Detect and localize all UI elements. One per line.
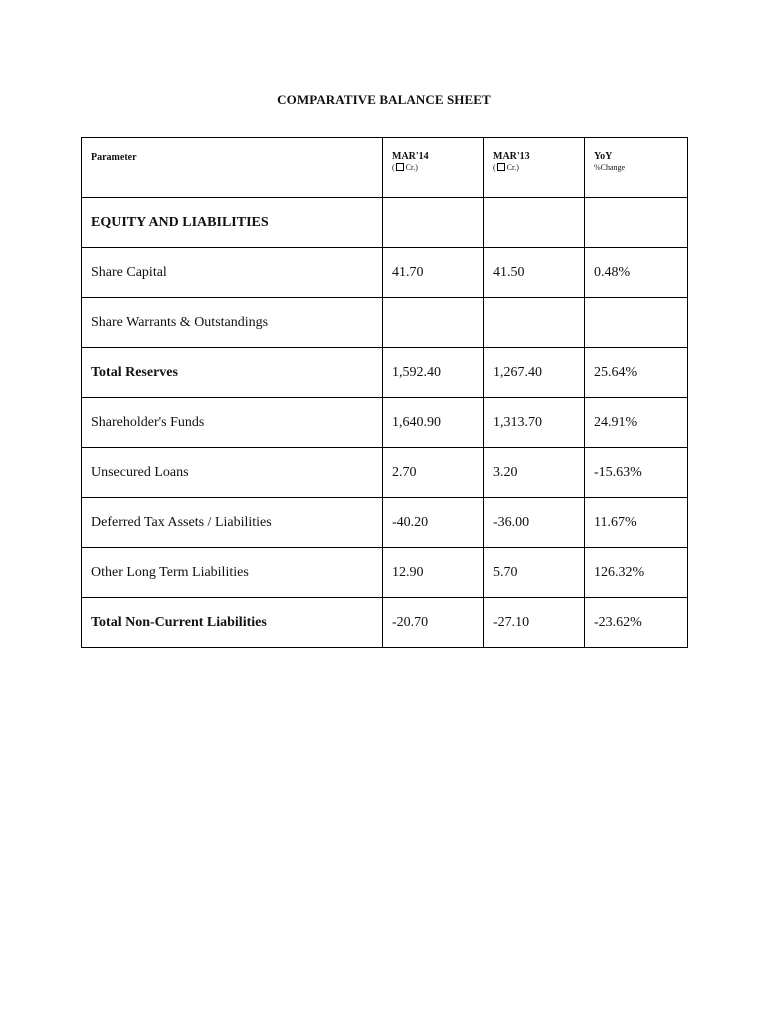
header-mar13	[484, 138, 585, 198]
row-mar14: 41.70	[383, 248, 484, 298]
header-mar13-unit: Cr.)	[506, 163, 519, 172]
section-row	[82, 198, 688, 248]
balance-sheet-table	[81, 137, 688, 648]
row-label: Total Non-Current Liabilities	[82, 598, 383, 648]
table-row	[82, 398, 688, 448]
row-label: Share Capital	[82, 248, 383, 298]
row-mar14: 1,640.90	[383, 398, 484, 448]
row-yoy: -23.62%	[585, 598, 688, 648]
row-yoy: 126.32%	[585, 548, 688, 598]
table-row	[82, 298, 688, 348]
table-row	[82, 598, 688, 648]
header-mar13-unit-wrap	[493, 163, 584, 172]
header-yoy	[585, 138, 688, 198]
header-mar14	[383, 138, 484, 198]
header-mar14-unit: Cr.)	[405, 163, 418, 172]
row-mar14	[383, 298, 484, 348]
row-mar13: 1,313.70	[484, 398, 585, 448]
row-yoy: 11.67%	[585, 498, 688, 548]
row-label: Unsecured Loans	[82, 448, 383, 498]
row-mar13: 3.20	[484, 448, 585, 498]
header-mar13-label: MAR'13	[493, 151, 530, 162]
row-mar13: 1,267.40	[484, 348, 585, 398]
row-mar14: -40.20	[383, 498, 484, 548]
row-yoy: -15.63%	[585, 448, 688, 498]
row-label: Share Warrants & Outstandings	[82, 298, 383, 348]
row-yoy: 25.64%	[585, 348, 688, 398]
row-mar13	[484, 298, 585, 348]
table-cell	[383, 198, 484, 248]
table-cell	[484, 198, 585, 248]
row-label: Deferred Tax Assets / Liabilities	[82, 498, 383, 548]
row-mar13: -36.00	[484, 498, 585, 548]
row-mar14: -20.70	[383, 598, 484, 648]
table-row	[82, 248, 688, 298]
table-row	[82, 448, 688, 498]
row-label: Other Long Term Liabilities	[82, 548, 383, 598]
page-title: COMPARATIVE BALANCE SHEET	[277, 92, 491, 107]
table-row	[82, 498, 688, 548]
section-heading: EQUITY AND LIABILITIES	[82, 198, 383, 248]
row-mar13: 41.50	[484, 248, 585, 298]
currency-placeholder-icon	[396, 163, 404, 171]
table-cell	[585, 198, 688, 248]
header-yoy-label: YoY	[594, 151, 613, 162]
table-row	[82, 348, 688, 398]
header-parameter: Parameter	[82, 138, 383, 198]
row-label: Total Reserves	[82, 348, 383, 398]
row-yoy	[585, 298, 688, 348]
header-mar14-unit-wrap	[392, 163, 483, 172]
currency-placeholder-icon	[497, 163, 505, 171]
row-mar14: 1,592.40	[383, 348, 484, 398]
row-mar14: 2.70	[383, 448, 484, 498]
header-mar14-label: MAR'14	[392, 151, 429, 162]
row-mar13: 5.70	[484, 548, 585, 598]
row-mar13: -27.10	[484, 598, 585, 648]
row-label: Shareholder's Funds	[82, 398, 383, 448]
row-yoy: 0.48%	[585, 248, 688, 298]
row-yoy: 24.91%	[585, 398, 688, 448]
row-mar14: 12.90	[383, 548, 484, 598]
header-mar13-unit-open: (	[493, 163, 496, 172]
header-mar14-unit-open: (	[392, 163, 395, 172]
header-yoy-unit: %Change	[594, 163, 626, 172]
table-header-row	[82, 138, 688, 198]
table-row	[82, 548, 688, 598]
